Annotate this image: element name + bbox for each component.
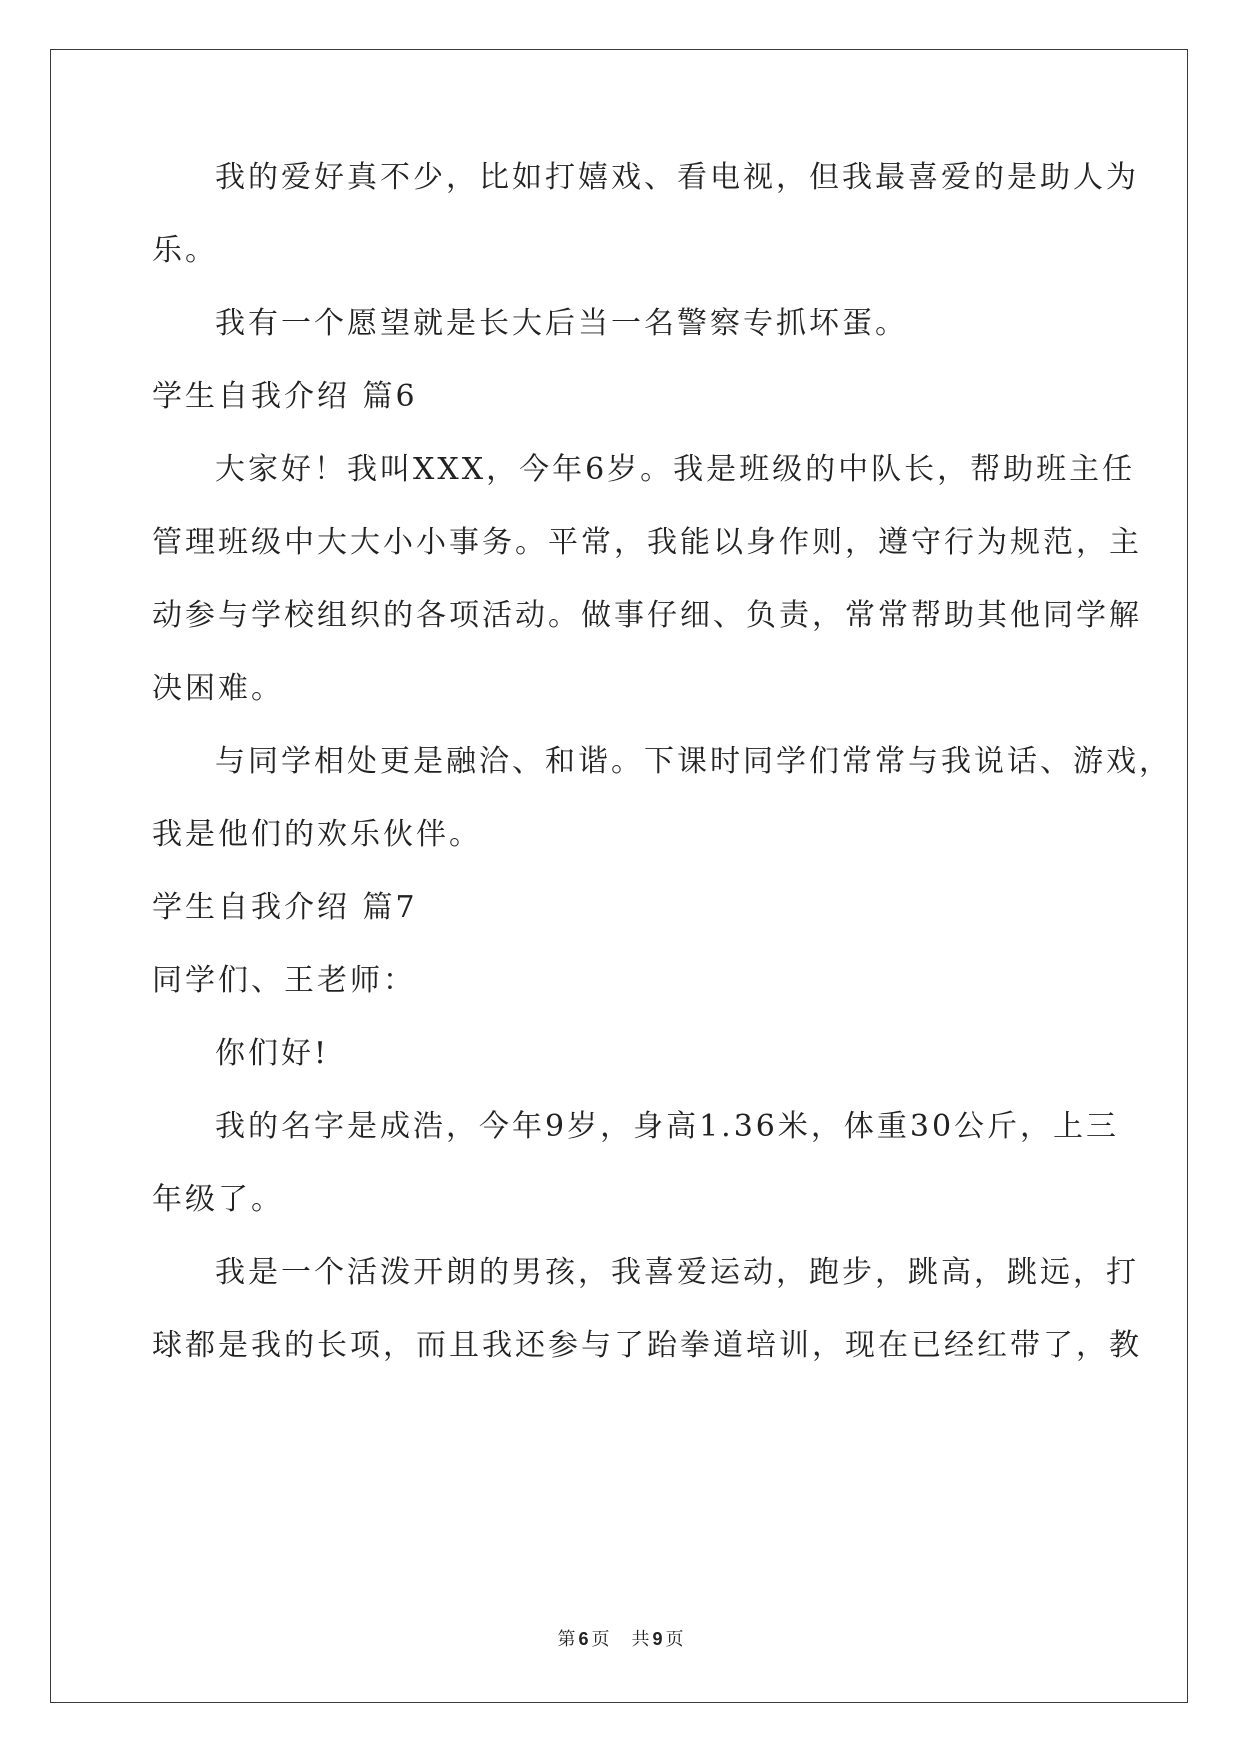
salutation-line: 同学们、王老师： [152,963,416,998]
footer-total-prefix: 共 [631,1629,650,1649]
page-border [50,49,1188,1703]
paragraph-line: 大家好！我叫XXX，今年6岁。我是班级的中队长，帮助班主任 [215,452,1136,487]
paragraph-line: 我的名字是成浩，今年9岁，身高1.36米，体重30公斤，上三 [215,1109,1120,1144]
paragraph-line: 年级了。 [152,1182,284,1217]
section-heading: 学生自我介绍 篇6 [152,379,418,414]
footer-page-suffix: 页 [591,1629,610,1649]
paragraph-line: 我有一个愿望就是长大后当一名警察专抓坏蛋。 [215,306,908,341]
paragraph-line: 我的爱好真不少，比如打嬉戏、看电视，但我最喜爱的是助人为 [215,160,1139,195]
footer-page-number: 6 [578,1629,589,1649]
footer-page-prefix: 第 [557,1629,576,1649]
greeting-line: 你们好! [215,1036,330,1071]
paragraph-line: 动参与学校组织的各项活动。做事仔细、负责，常常帮助其他同学解 [152,598,1142,633]
footer-total-number: 9 [652,1629,663,1649]
paragraph-line: 球都是我的长项，而且我还参与了跆拳道培训，现在已经红带了，教 [152,1328,1142,1363]
section-heading: 学生自我介绍 篇7 [152,890,418,925]
page-footer [0,1625,1241,1651]
paragraph-line: 与同学相处更是融洽、和谐。下课时同学们常常与我说话、游戏， [215,744,1172,779]
paragraph-line: 管理班级中大大小小事务。平常，我能以身作则，遵守行为规范，主 [152,525,1142,560]
paragraph-line: 我是一个活泼开朗的男孩，我喜爱运动，跑步，跳高，跳远，打 [215,1255,1139,1290]
footer-total-suffix: 页 [665,1629,684,1649]
paragraph-line: 乐。 [152,233,218,268]
paragraph-line: 决困难。 [152,671,284,706]
paragraph-line: 我是他们的欢乐伙伴。 [152,817,482,852]
